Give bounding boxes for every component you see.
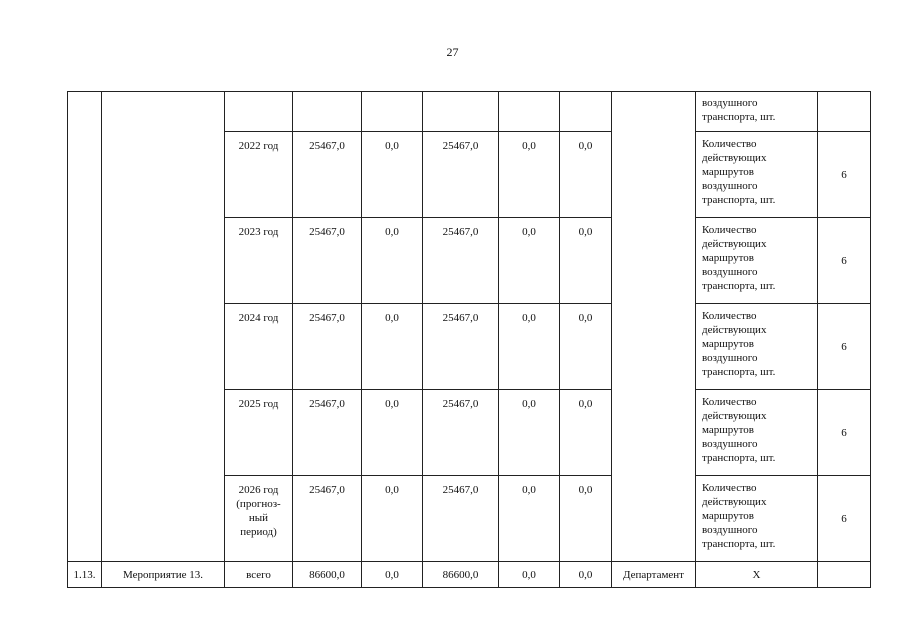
- federal-cell: [362, 92, 423, 132]
- federal-cell: 0,0: [362, 390, 423, 476]
- municipal-cell: 0,0: [499, 304, 560, 390]
- regional-cell: 86600,0: [423, 562, 499, 588]
- indicator-value-cell: 6: [818, 304, 871, 390]
- indicator-value-cell: 6: [818, 218, 871, 304]
- municipal-cell: 0,0: [499, 390, 560, 476]
- row-number-cell: [68, 92, 102, 562]
- executor-cell: Департамент: [612, 562, 696, 588]
- federal-cell: 0,0: [362, 562, 423, 588]
- measure-name-cell: [102, 92, 225, 562]
- indicator-value-cell: [818, 562, 871, 588]
- indicator-value-cell: 6: [818, 476, 871, 562]
- other-cell: 0,0: [560, 390, 612, 476]
- indicator-value-cell: [818, 92, 871, 132]
- row-number-cell: 1.13.: [68, 562, 102, 588]
- regional-cell: 25467,0: [423, 476, 499, 562]
- year-cell: 2022 год: [225, 132, 293, 218]
- year-cell: 2025 год: [225, 390, 293, 476]
- total-cell: 25467,0: [293, 304, 362, 390]
- other-cell: 0,0: [560, 562, 612, 588]
- federal-cell: 0,0: [362, 476, 423, 562]
- regional-cell: 25467,0: [423, 132, 499, 218]
- federal-cell: 0,0: [362, 304, 423, 390]
- regional-cell: 25467,0: [423, 304, 499, 390]
- year-cell: 2024 год: [225, 304, 293, 390]
- indicator-cell: Количество действующих маршрутов воздушного транспорта, шт.: [696, 390, 818, 476]
- executor-cell: [612, 92, 696, 562]
- measure-name-cell: Мероприятие 13.: [102, 562, 225, 588]
- table-row: [68, 562, 871, 588]
- year-cell: 2026 год (прогноз- ный период): [225, 476, 293, 562]
- federal-cell: 0,0: [362, 218, 423, 304]
- other-cell: 0,0: [560, 132, 612, 218]
- indicator-cell: Количество действующих маршрутов воздушного транспорта, шт.: [696, 304, 818, 390]
- municipal-cell: [499, 92, 560, 132]
- indicator-cell: Количество действующих маршрутов воздушного транспорта, шт.: [696, 132, 818, 218]
- indicator-cell: Количество действующих маршрутов воздушного транспорта, шт.: [696, 476, 818, 562]
- page-number: 27: [446, 45, 459, 59]
- other-cell: 0,0: [560, 218, 612, 304]
- period-cell: всего: [225, 562, 293, 588]
- table-row: [68, 92, 871, 132]
- other-cell: [560, 92, 612, 132]
- other-cell: 0,0: [560, 304, 612, 390]
- indicator-value-cell: 6: [818, 132, 871, 218]
- total-cell: [293, 92, 362, 132]
- total-cell: 25467,0: [293, 390, 362, 476]
- municipal-cell: 0,0: [499, 476, 560, 562]
- total-cell: 86600,0: [293, 562, 362, 588]
- total-cell: 25467,0: [293, 132, 362, 218]
- indicator-cell: воздушного транспорта, шт.: [696, 92, 818, 132]
- total-cell: 25467,0: [293, 218, 362, 304]
- regional-cell: 25467,0: [423, 390, 499, 476]
- municipal-cell: 0,0: [499, 218, 560, 304]
- indicator-cell: Х: [696, 562, 818, 588]
- municipal-cell: 0,0: [499, 562, 560, 588]
- indicator-cell: Количество действующих маршрутов воздушного транспорта, шт.: [696, 218, 818, 304]
- federal-cell: 0,0: [362, 132, 423, 218]
- total-cell: 25467,0: [293, 476, 362, 562]
- regional-cell: 25467,0: [423, 218, 499, 304]
- period-cell: [225, 92, 293, 132]
- regional-cell: [423, 92, 499, 132]
- program-table: [67, 91, 871, 588]
- indicator-value-cell: 6: [818, 390, 871, 476]
- year-cell: 2023 год: [225, 218, 293, 304]
- municipal-cell: 0,0: [499, 132, 560, 218]
- other-cell: 0,0: [560, 476, 612, 562]
